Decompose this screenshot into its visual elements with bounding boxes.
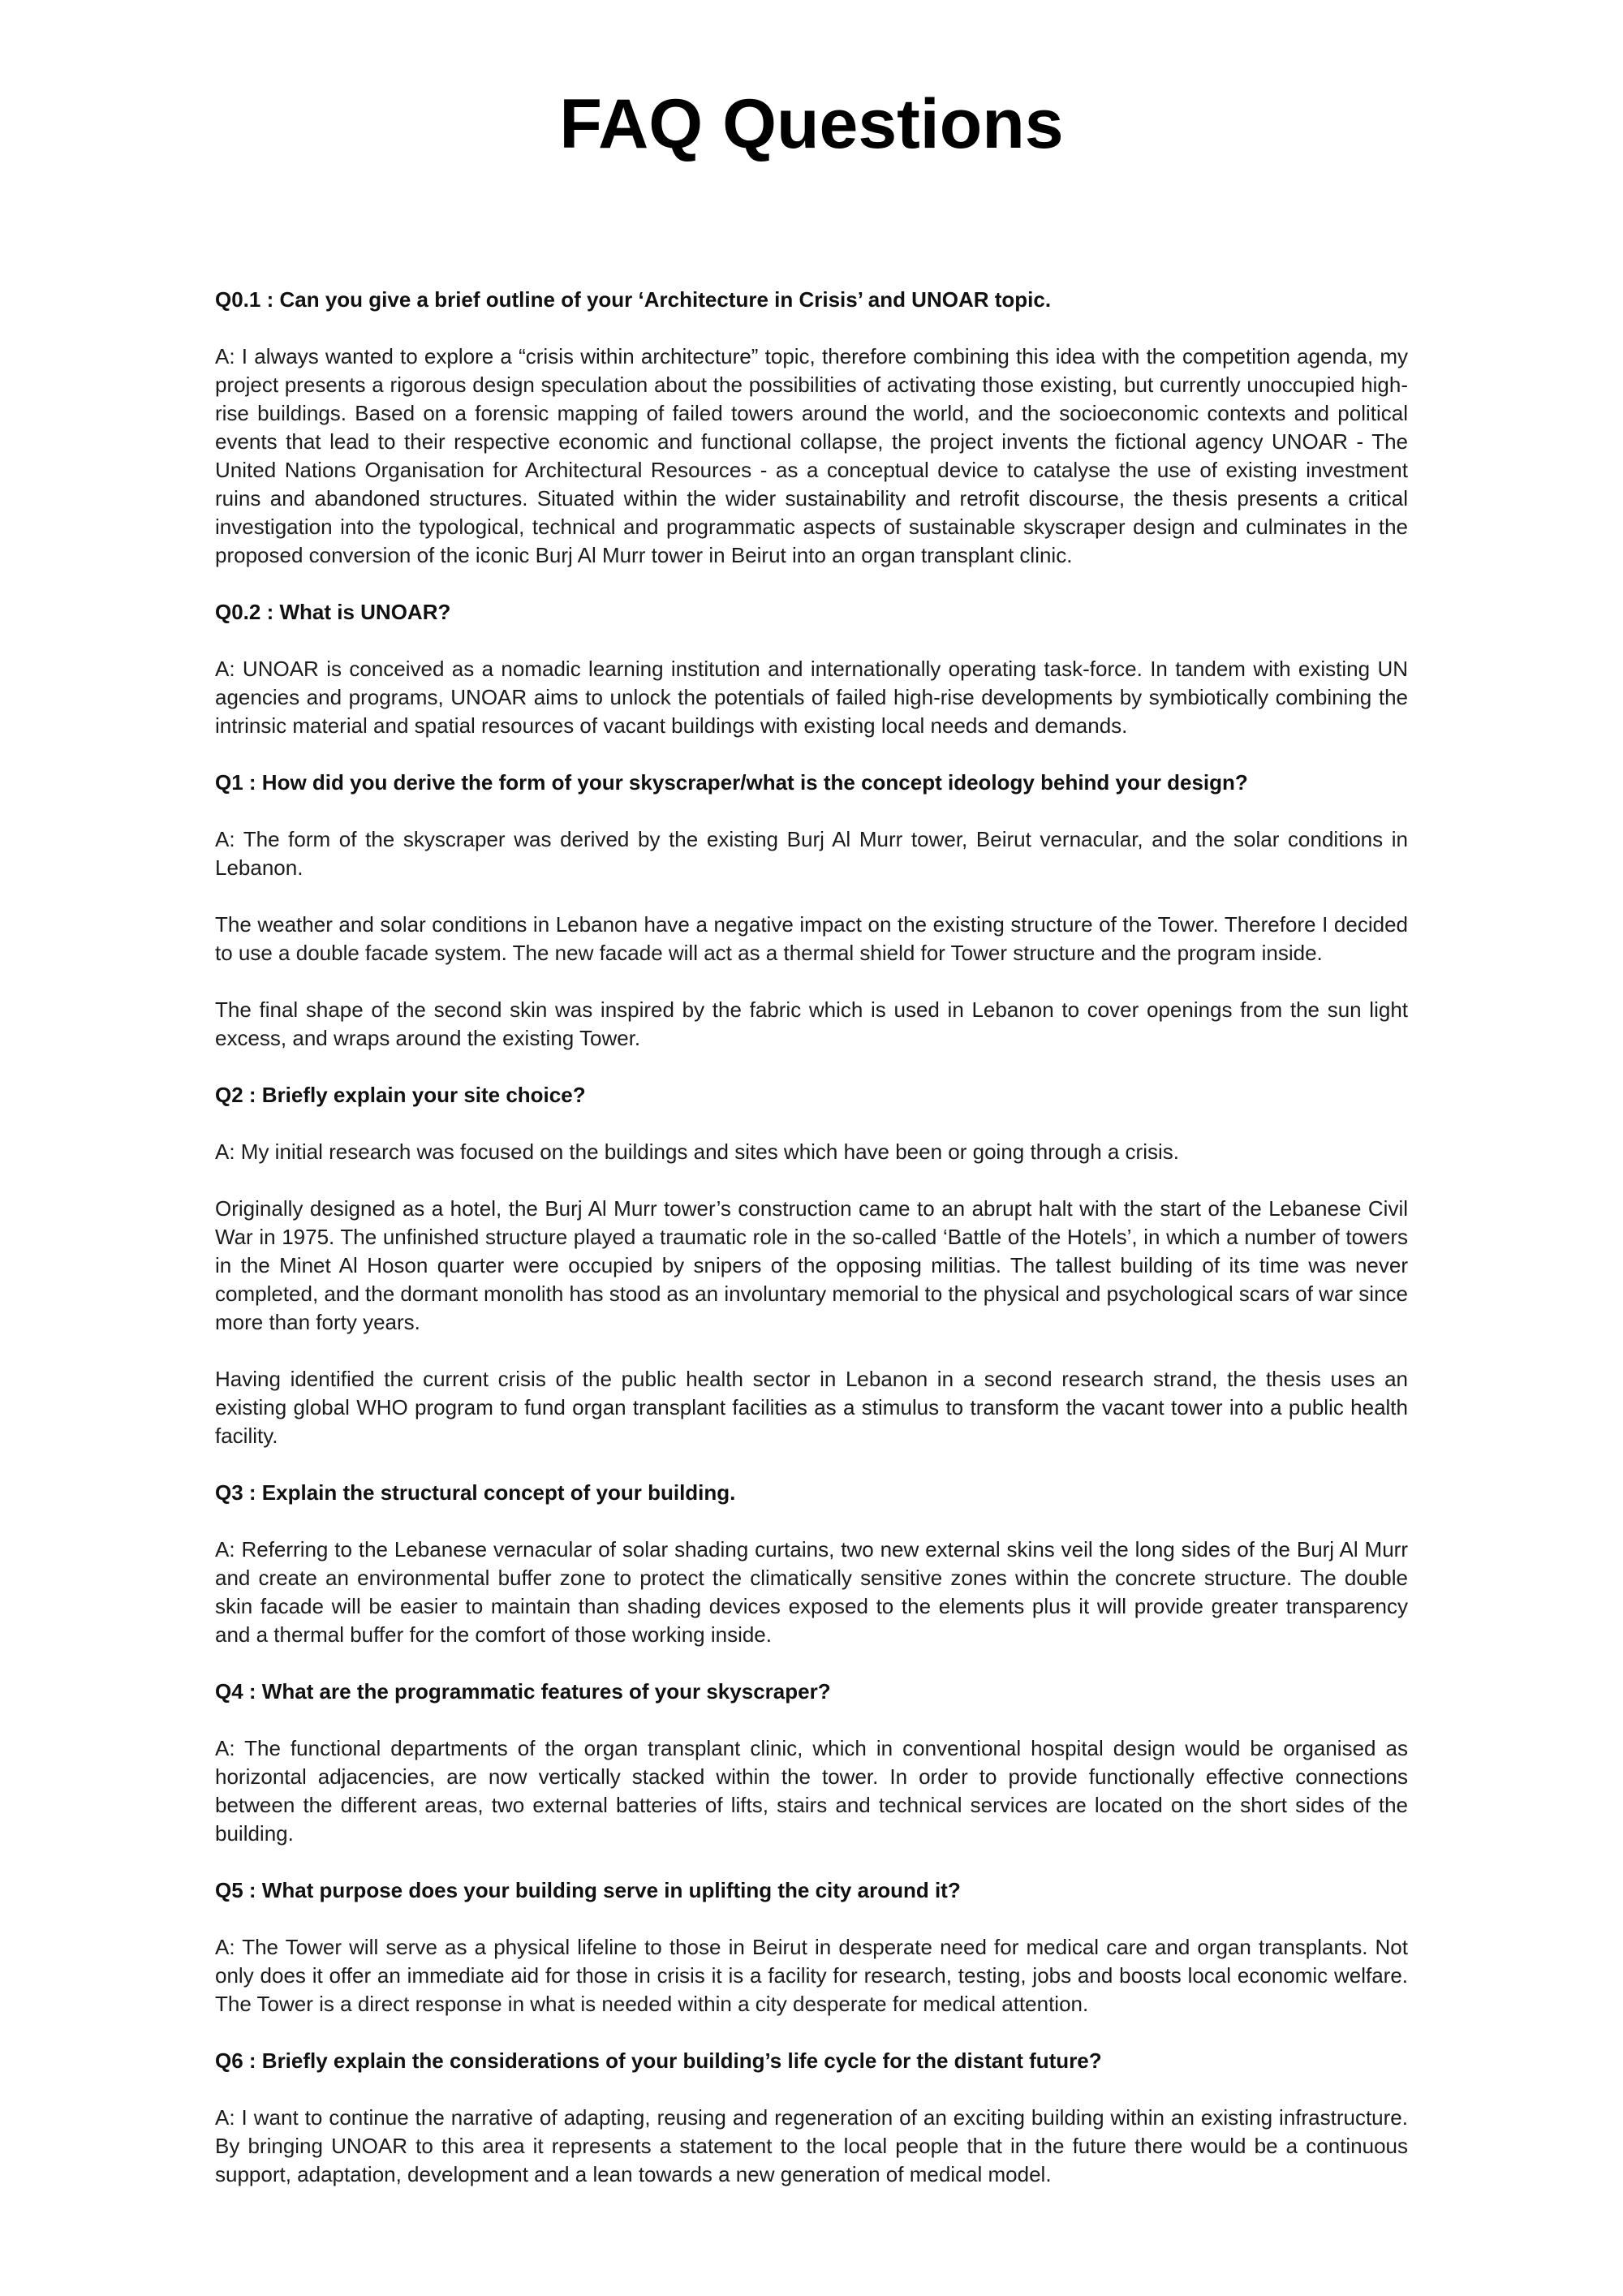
answer-q5: A: The Tower will serve as a physical lifeline to those in Beirut in desperate need for medical care and organ transplants. Not only does it offer an immediate aid for those in crisis it is a facility for research, testing, jobs and boosts local economic welfare. The Tower is a direct response in what is needed within a city desperate for medical attention.: [215, 1935, 1408, 2016]
answer-q1-paragraph-3: The final shape of the second skin was inspired by the fabric which is used in Lebanon to cover openings from the sun light excess, and wraps around the existing Tower.: [215, 997, 1408, 1050]
question-q6: Q6 : Briefly explain the considerations of your building’s life cycle for the distant future?: [215, 2048, 1102, 2073]
question-q1: Q1 : How did you derive the form of your skyscraper/what is the concept ideology behind your design?: [215, 770, 1248, 795]
faq-item-q0-1: [215, 286, 1408, 570]
answer-q6: A: I want to continue the narrative of adapting, reusing and regeneration of an exciting building within an existing infrastructure. By bringing UNOAR to this area it represents a statement to the local people that in the future there would be a continuous support, adaptation, development and a lean towards a new generation of medical model.: [215, 2105, 1408, 2186]
faq-item-q1: [215, 769, 1408, 1053]
question-q0-2: Q0.2 : What is UNOAR?: [215, 600, 451, 624]
answer-q1-paragraph-2: The weather and solar conditions in Lebanon have a negative impact on the existing structure of the Tower. Therefore I decided to use a double facade system. The new facade will act as a thermal shield for Tower structure and the program inside.: [215, 912, 1408, 965]
faq-item-q4: [215, 1678, 1408, 1848]
answer-q3: A: Referring to the Lebanese vernacular of solar shading curtains, two new external skins veil the long sides of the Burj Al Murr and create an environmental buffer zone to protect the climatically sensitive zones within the concrete structure. The double skin facade will be easier to maintain than shading devices exposed to the elements plus it will provide greater transparency and a thermal buffer for the comfort of those working inside.: [215, 1537, 1408, 1647]
question-q5: Q5 : What purpose does your building serve in uplifting the city around it?: [215, 1878, 961, 1902]
faq-list: [215, 286, 1408, 2217]
answer-q0-2: A: UNOAR is conceived as a nomadic learning institution and internationally operating task-force. In tandem with existing UN agencies and programs, UNOAR aims to unlock the potentials of failed high-rise developments by symbiotically combining the intrinsic material and spatial resources of vacant buildings with existing local needs and demands.: [215, 657, 1408, 738]
question-q0-1: Q0.1 : Can you give a brief outline of your ‘Architecture in Crisis’ and UNOAR topic.: [215, 287, 1052, 312]
answer-q2-paragraph-3: Having identified the current crisis of the public health sector in Lebanon in a second research strand, the thesis uses an existing global WHO program to fund organ transplant facilities as a stimulus to transform the vacant tower into a public health facility.: [215, 1367, 1408, 1448]
faq-item-q0-2: [215, 598, 1408, 740]
question-q2: Q2 : Briefly explain your site choice?: [215, 1083, 586, 1107]
faq-item-q5: [215, 1876, 1408, 2018]
answer-q4: A: The functional departments of the organ transplant clinic, which in conventional hospital design would be organised as horizontal adjacencies, are now vertically stacked within the tower. In order to provide functionally effective connections between the different areas, two external batteries of lifts, stairs and technical services are located on the short sides of the building.: [215, 1736, 1408, 1846]
page-title: FAQ Questions: [559, 85, 1064, 163]
answer-q0-1: A: I always wanted to explore a “crisis within architecture” topic, therefore combining this idea with the competition agenda, my project presents a rigorous design speculation about the possibilities of activating those existing, but currently unoccupied high-rise buildings. Based on a forensic mapping of failed towers around the world, and the socioeconomic contexts and political events that lead to their respective economic and functional collapse, the project invents the fictional agency UNOAR - The United Nations Organisation for Architectural Resources - as a conceptual device to catalyse the use of existing investment ruins and abandoned structures. Situated within the wider sustainability and retrofit discourse, the thesis presents a critical investigation into the typological, technical and programmatic aspects of sustainable skyscraper design and culminates in the proposed conversion of the iconic Burj Al Murr tower in Beirut into an organ transplant clinic.: [215, 344, 1408, 567]
question-q4: Q4 : What are the programmatic features of your skyscraper?: [215, 1679, 831, 1704]
answer-q2-paragraph-1: A: My initial research was focused on the buildings and sites which have been or going through a crisis.: [215, 1139, 1179, 1164]
question-q3: Q3 : Explain the structural concept of your building.: [215, 1480, 736, 1505]
answer-q1-paragraph-1: A: The form of the skyscraper was derived by the existing Burj Al Murr tower, Beirut vernacular, and the solar conditions in Lebanon.: [215, 827, 1408, 880]
faq-item-q2: [215, 1081, 1408, 1450]
faq-item-q6: [215, 2047, 1408, 2189]
answer-q2-paragraph-2: Originally designed as a hotel, the Burj Al Murr tower’s construction came to an abrupt halt with the start of the Lebanese Civil War in 1975. The unfinished structure played a traumatic role in the so-called ‘Battle of the Hotels’, in which a number of towers in the Minet Al Hoson quarter were occupied by snipers of the opposing militias. The tallest building of its time was never completed, and the dormant monolith has stood as an involuntary memorial to the physical and psychological scars of war since more than forty years.: [215, 1196, 1408, 1334]
faq-item-q3: [215, 1479, 1408, 1649]
